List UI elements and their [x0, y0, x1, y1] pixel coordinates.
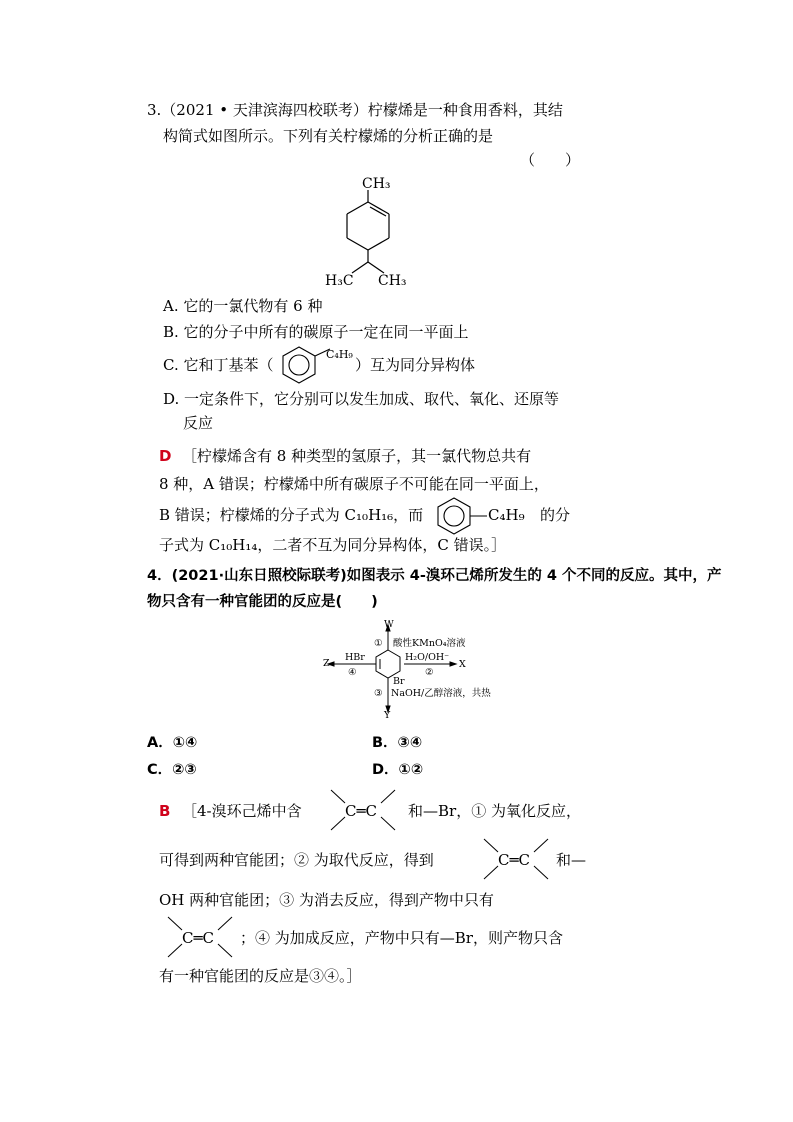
ch3-right-label: CH₃ [378, 273, 407, 289]
product-z: Z [323, 658, 330, 669]
substituent-br: Br [393, 676, 405, 687]
q4-explanation-line4-post: ；④ 为加成反应，产物中只有—Br，则产物只含 [240, 929, 563, 947]
q4-option-c: C．②③ [147, 762, 197, 778]
reaction-1-num: ① [374, 638, 383, 649]
c4h9-label-2: C₄H₉ [488, 506, 525, 524]
reaction-3-num: ③ [374, 688, 383, 699]
q3-option-c-post: ）互为同分异构体 [355, 356, 476, 374]
product-w: W [384, 619, 394, 630]
q3-option-d-line2: 反应 [183, 414, 214, 432]
c4h9-label: C₄H₉ [326, 348, 353, 361]
q3-option-c-pre: C. 它和丁基苯（ [163, 356, 274, 374]
q4-option-a: A．①④ [147, 735, 198, 751]
q3-stem-line2: 构简式如图所示。下列有关柠檬烯的分析正确的是 [163, 127, 494, 145]
cc-bond-label-3: C═C [182, 929, 214, 947]
q3-answer-paren: （ ） [520, 151, 581, 169]
q3-explanation-line4: 子式为 C₁₀H₁₄，二者不互为同分异构体，C 错误。］ [159, 536, 507, 554]
q3-explanation-line3-pre: B 错误；柠檬烯的分子式为 C₁₀H₁₆，而 [159, 506, 424, 524]
reaction-1-reagent: 酸性KMnO₄溶液 [393, 638, 466, 649]
q4-option-b: B．③④ [372, 735, 423, 751]
product-x: X [459, 659, 466, 670]
q4-answer-badge: B [159, 802, 171, 820]
h3c-left-label: H₃C [325, 273, 354, 289]
reagent-hbr: HBr [345, 652, 365, 663]
q4-explanation-line3: OH 两种官能团；③ 为消去反应，得到产物中只有 [159, 891, 494, 909]
q4-stem-line2: 物只含有一种官能团的反应是( ) [147, 594, 378, 610]
q3-explanation-line1: ［柠檬烯含有 8 种类型的氢原子，其一氯代物总共有 [182, 447, 532, 465]
cc-bond-label-2: C═C [498, 851, 530, 869]
ch3-top-label: CH₃ [362, 176, 391, 192]
reaction-3-reagent: NaOH/乙醇溶液，共热 [391, 688, 491, 699]
q4-explanation-line1-pre: ［4-溴环己烯中含 [182, 802, 302, 820]
q4-option-d: D．①② [372, 762, 424, 778]
reaction-2-num: ② [425, 667, 434, 678]
q3-explanation-line2: 8 种，A 错误；柠檬烯中所有碳原子不可能在同一平面上， [159, 475, 549, 493]
q4-explanation-line5: 有一种官能团的反应是③④。］ [159, 967, 362, 985]
q4-explanation-line2-pre: 可得到两种官能团；② 为取代反应，得到 [159, 851, 434, 869]
q4-explanation-line1-post: 和—Br，① 为氧化反应， [408, 802, 581, 820]
reaction-4-num: ④ [348, 667, 357, 678]
q3-explanation-line3-post: 的分 [540, 506, 571, 524]
q4-explanation-line2-post: 和— [556, 851, 587, 869]
q3-stem-line1: 3.（2021 • 天津滨海四校联考）柠檬烯是一种食用香料，其结 [147, 101, 563, 119]
q3-option-a: A. 它的一氯代物有 6 种 [163, 297, 323, 315]
q3-answer-badge: D [159, 447, 172, 465]
cc-bond-label-1: C═C [345, 802, 377, 820]
reaction-2-reagent: H₂O/OH⁻ [405, 652, 450, 663]
q3-option-b: B. 它的分子中所有的碳原子一定在同一平面上 [163, 323, 469, 341]
product-y: Y [384, 710, 391, 721]
q3-option-d-line1: D. 一定条件下，它分别可以发生加成、取代、氧化、还原等 [163, 390, 560, 408]
q4-stem-line1: 4．(2021·山东日照校际联考)如图表示 4-溴环己烯所发生的 4 个不同的反应。其中，产 [147, 568, 722, 584]
